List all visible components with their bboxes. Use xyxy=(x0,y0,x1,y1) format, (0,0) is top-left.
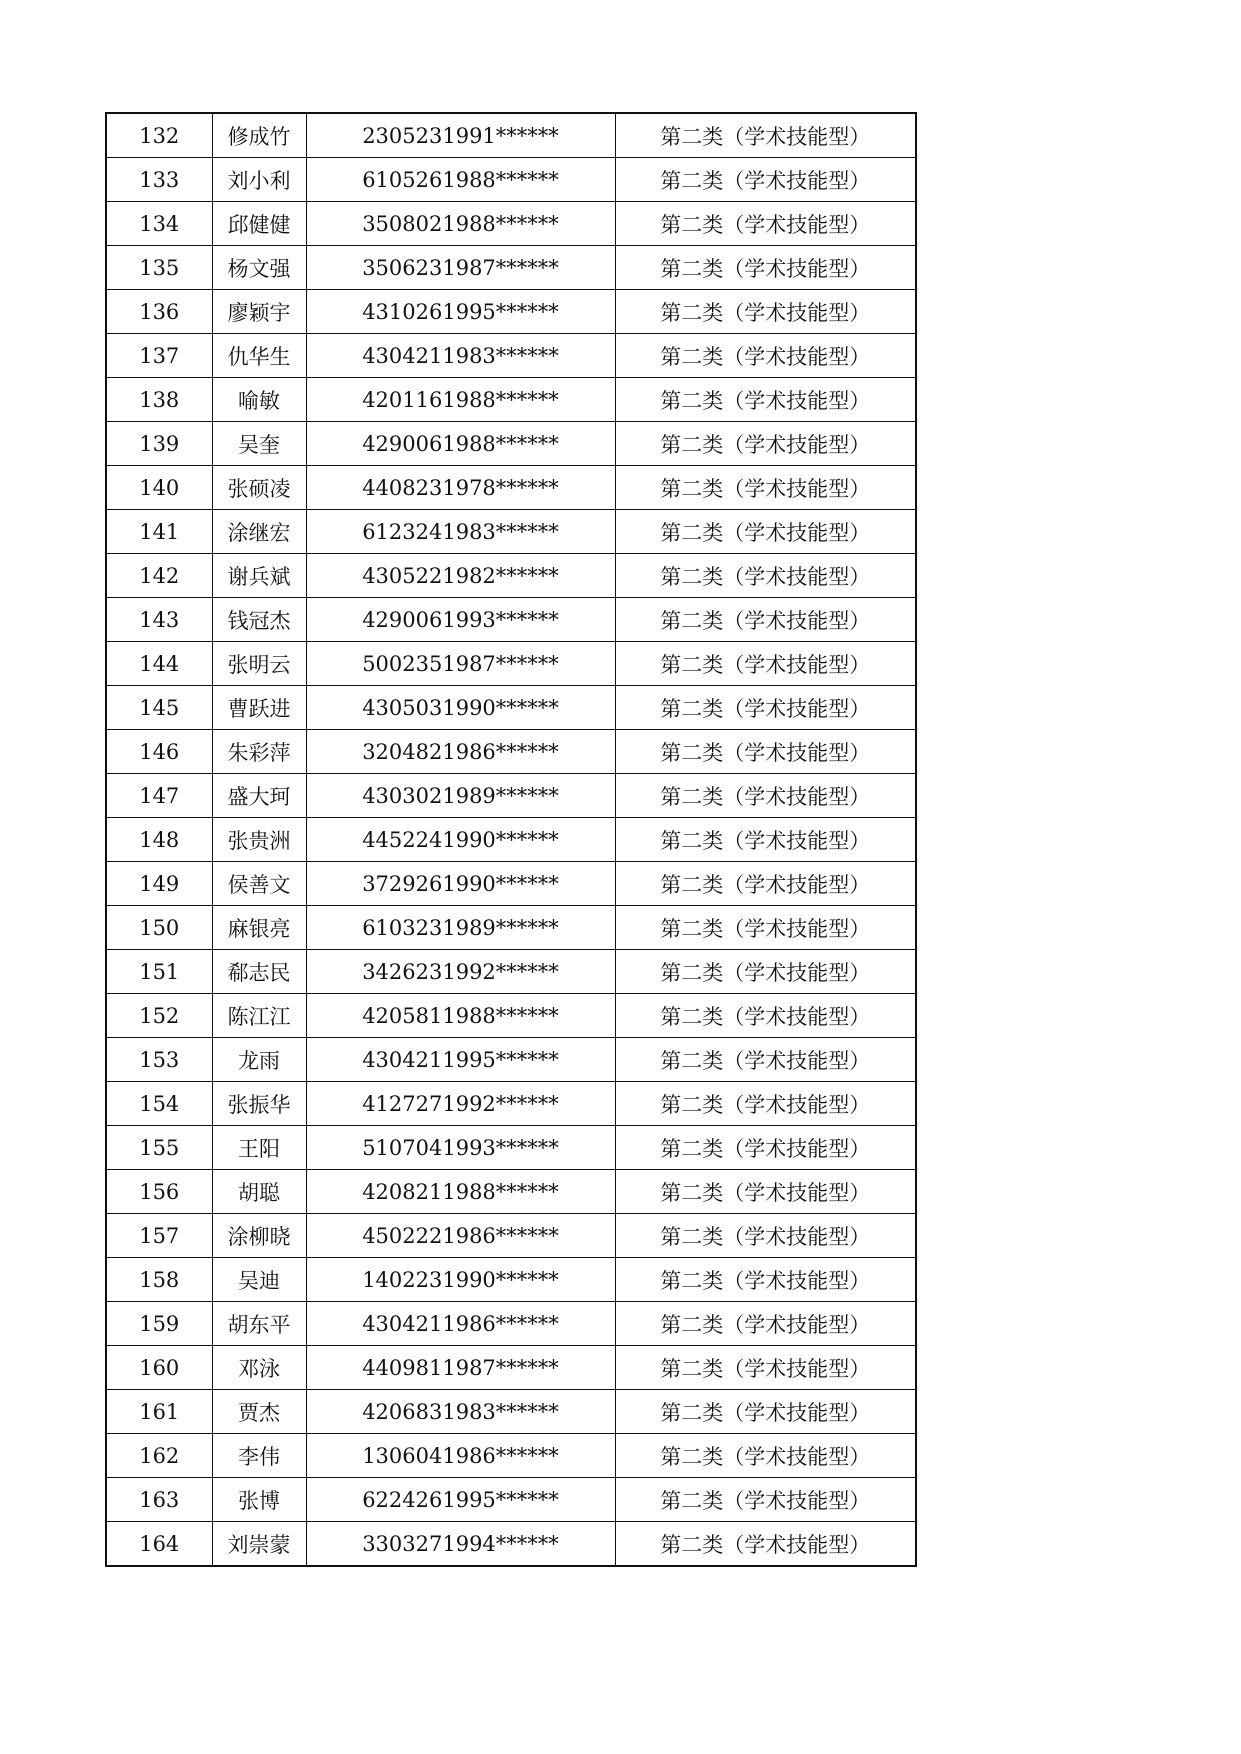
category-cell: 第二类（学术技能型） xyxy=(615,950,916,994)
id-number-cell: 4127271992****** xyxy=(306,1082,615,1126)
name-cell: 龙雨 xyxy=(212,1038,306,1082)
category-cell: 第二类（学术技能型） xyxy=(615,378,916,422)
row-number-cell: 156 xyxy=(106,1170,212,1214)
name-cell: 邱健健 xyxy=(212,202,306,246)
name-cell: 贾杰 xyxy=(212,1390,306,1434)
row-number-cell: 149 xyxy=(106,862,212,906)
category-cell: 第二类（学术技能型） xyxy=(615,642,916,686)
id-number-cell: 5107041993****** xyxy=(306,1126,615,1170)
id-number-cell: 3303271994****** xyxy=(306,1522,615,1567)
id-number-cell: 4452241990****** xyxy=(306,818,615,862)
row-number-cell: 157 xyxy=(106,1214,212,1258)
table-row xyxy=(106,1522,916,1567)
table-row xyxy=(106,906,916,950)
name-cell: 王阳 xyxy=(212,1126,306,1170)
category-cell: 第二类（学术技能型） xyxy=(615,1302,916,1346)
name-cell: 张博 xyxy=(212,1478,306,1522)
name-cell: 钱冠杰 xyxy=(212,598,306,642)
id-number-cell: 4305031990****** xyxy=(306,686,615,730)
name-cell: 修成竹 xyxy=(212,113,306,158)
id-number-cell: 4502221986****** xyxy=(306,1214,615,1258)
name-cell: 张硕凌 xyxy=(212,466,306,510)
id-number-cell: 6123241983****** xyxy=(306,510,615,554)
category-cell: 第二类（学术技能型） xyxy=(615,1214,916,1258)
row-number-cell: 146 xyxy=(106,730,212,774)
row-number-cell: 138 xyxy=(106,378,212,422)
id-number-cell: 4303021989****** xyxy=(306,774,615,818)
name-cell: 朱彩萍 xyxy=(212,730,306,774)
category-cell: 第二类（学术技能型） xyxy=(615,1346,916,1390)
id-number-cell: 6105261988****** xyxy=(306,158,615,202)
table-row xyxy=(106,1170,916,1214)
category-cell: 第二类（学术技能型） xyxy=(615,862,916,906)
category-cell: 第二类（学术技能型） xyxy=(615,113,916,158)
row-number-cell: 155 xyxy=(106,1126,212,1170)
name-cell: 喻敏 xyxy=(212,378,306,422)
row-number-cell: 134 xyxy=(106,202,212,246)
table-row xyxy=(106,1082,916,1126)
name-cell: 曹跃进 xyxy=(212,686,306,730)
table-row xyxy=(106,246,916,290)
category-cell: 第二类（学术技能型） xyxy=(615,1082,916,1126)
table-row xyxy=(106,113,916,158)
row-number-cell: 159 xyxy=(106,1302,212,1346)
row-number-cell: 144 xyxy=(106,642,212,686)
row-number-cell: 153 xyxy=(106,1038,212,1082)
id-number-cell: 4304211986****** xyxy=(306,1302,615,1346)
id-number-cell: 4304211995****** xyxy=(306,1038,615,1082)
id-number-cell: 3506231987****** xyxy=(306,246,615,290)
id-number-cell: 3729261990****** xyxy=(306,862,615,906)
row-number-cell: 139 xyxy=(106,422,212,466)
table-row xyxy=(106,1434,916,1478)
category-cell: 第二类（学术技能型） xyxy=(615,246,916,290)
table-row xyxy=(106,994,916,1038)
id-number-cell: 2305231991****** xyxy=(306,113,615,158)
name-cell: 张贵洲 xyxy=(212,818,306,862)
row-number-cell: 163 xyxy=(106,1478,212,1522)
row-number-cell: 161 xyxy=(106,1390,212,1434)
name-cell: 吴迪 xyxy=(212,1258,306,1302)
row-number-cell: 135 xyxy=(106,246,212,290)
table-row xyxy=(106,378,916,422)
table-row xyxy=(106,774,916,818)
id-number-cell: 4290061988****** xyxy=(306,422,615,466)
name-cell: 李伟 xyxy=(212,1434,306,1478)
category-cell: 第二类（学术技能型） xyxy=(615,598,916,642)
table-row xyxy=(106,334,916,378)
category-cell: 第二类（学术技能型） xyxy=(615,994,916,1038)
category-cell: 第二类（学术技能型） xyxy=(615,686,916,730)
category-cell: 第二类（学术技能型） xyxy=(615,1478,916,1522)
name-cell: 杨文强 xyxy=(212,246,306,290)
roster-table xyxy=(105,112,917,1567)
table-row xyxy=(106,642,916,686)
name-cell: 侯善文 xyxy=(212,862,306,906)
category-cell: 第二类（学术技能型） xyxy=(615,1522,916,1567)
category-cell: 第二类（学术技能型） xyxy=(615,510,916,554)
row-number-cell: 160 xyxy=(106,1346,212,1390)
row-number-cell: 140 xyxy=(106,466,212,510)
category-cell: 第二类（学术技能型） xyxy=(615,554,916,598)
row-number-cell: 164 xyxy=(106,1522,212,1567)
row-number-cell: 141 xyxy=(106,510,212,554)
name-cell: 仇华生 xyxy=(212,334,306,378)
table-row xyxy=(106,818,916,862)
table-row xyxy=(106,466,916,510)
table-row xyxy=(106,1478,916,1522)
table-row xyxy=(106,510,916,554)
category-cell: 第二类（学术技能型） xyxy=(615,290,916,334)
name-cell: 涂继宏 xyxy=(212,510,306,554)
id-number-cell: 3204821986****** xyxy=(306,730,615,774)
table-row xyxy=(106,862,916,906)
id-number-cell: 4310261995****** xyxy=(306,290,615,334)
name-cell: 麻银亮 xyxy=(212,906,306,950)
row-number-cell: 145 xyxy=(106,686,212,730)
category-cell: 第二类（学术技能型） xyxy=(615,818,916,862)
table-row xyxy=(106,1214,916,1258)
row-number-cell: 147 xyxy=(106,774,212,818)
table-row xyxy=(106,422,916,466)
roster-table-body xyxy=(106,113,916,1566)
id-number-cell: 6224261995****** xyxy=(306,1478,615,1522)
table-row xyxy=(106,554,916,598)
row-number-cell: 152 xyxy=(106,994,212,1038)
table-row xyxy=(106,730,916,774)
row-number-cell: 158 xyxy=(106,1258,212,1302)
id-number-cell: 4409811987****** xyxy=(306,1346,615,1390)
row-number-cell: 150 xyxy=(106,906,212,950)
id-number-cell: 4305221982****** xyxy=(306,554,615,598)
table-row xyxy=(106,158,916,202)
row-number-cell: 162 xyxy=(106,1434,212,1478)
category-cell: 第二类（学术技能型） xyxy=(615,422,916,466)
category-cell: 第二类（学术技能型） xyxy=(615,774,916,818)
id-number-cell: 6103231989****** xyxy=(306,906,615,950)
row-number-cell: 132 xyxy=(106,113,212,158)
category-cell: 第二类（学术技能型） xyxy=(615,1038,916,1082)
name-cell: 吴奎 xyxy=(212,422,306,466)
id-number-cell: 4290061993****** xyxy=(306,598,615,642)
row-number-cell: 154 xyxy=(106,1082,212,1126)
id-number-cell: 3508021988****** xyxy=(306,202,615,246)
name-cell: 张明云 xyxy=(212,642,306,686)
table-row xyxy=(106,1390,916,1434)
name-cell: 郗志民 xyxy=(212,950,306,994)
category-cell: 第二类（学术技能型） xyxy=(615,906,916,950)
category-cell: 第二类（学术技能型） xyxy=(615,158,916,202)
table-row xyxy=(106,686,916,730)
table-row xyxy=(106,1126,916,1170)
category-cell: 第二类（学术技能型） xyxy=(615,1390,916,1434)
category-cell: 第二类（学术技能型） xyxy=(615,466,916,510)
table-row xyxy=(106,1346,916,1390)
table-row xyxy=(106,950,916,994)
row-number-cell: 143 xyxy=(106,598,212,642)
category-cell: 第二类（学术技能型） xyxy=(615,202,916,246)
id-number-cell: 4208211988****** xyxy=(306,1170,615,1214)
id-number-cell: 4201161988****** xyxy=(306,378,615,422)
table-row xyxy=(106,1258,916,1302)
name-cell: 刘崇蒙 xyxy=(212,1522,306,1567)
category-cell: 第二类（学术技能型） xyxy=(615,1126,916,1170)
id-number-cell: 4304211983****** xyxy=(306,334,615,378)
name-cell: 廖颖宇 xyxy=(212,290,306,334)
row-number-cell: 136 xyxy=(106,290,212,334)
id-number-cell: 1306041986****** xyxy=(306,1434,615,1478)
row-number-cell: 148 xyxy=(106,818,212,862)
table-row xyxy=(106,290,916,334)
category-cell: 第二类（学术技能型） xyxy=(615,1258,916,1302)
table-row xyxy=(106,202,916,246)
id-number-cell: 3426231992****** xyxy=(306,950,615,994)
name-cell: 张振华 xyxy=(212,1082,306,1126)
name-cell: 胡聪 xyxy=(212,1170,306,1214)
category-cell: 第二类（学术技能型） xyxy=(615,1170,916,1214)
row-number-cell: 137 xyxy=(106,334,212,378)
row-number-cell: 142 xyxy=(106,554,212,598)
id-number-cell: 4408231978****** xyxy=(306,466,615,510)
table-row xyxy=(106,1038,916,1082)
id-number-cell: 4206831983****** xyxy=(306,1390,615,1434)
category-cell: 第二类（学术技能型） xyxy=(615,730,916,774)
id-number-cell: 1402231990****** xyxy=(306,1258,615,1302)
name-cell: 涂柳晓 xyxy=(212,1214,306,1258)
name-cell: 邓泳 xyxy=(212,1346,306,1390)
name-cell: 刘小利 xyxy=(212,158,306,202)
name-cell: 胡东平 xyxy=(212,1302,306,1346)
row-number-cell: 133 xyxy=(106,158,212,202)
name-cell: 陈江江 xyxy=(212,994,306,1038)
row-number-cell: 151 xyxy=(106,950,212,994)
name-cell: 盛大珂 xyxy=(212,774,306,818)
id-number-cell: 4205811988****** xyxy=(306,994,615,1038)
id-number-cell: 5002351987****** xyxy=(306,642,615,686)
name-cell: 谢兵斌 xyxy=(212,554,306,598)
table-row xyxy=(106,598,916,642)
category-cell: 第二类（学术技能型） xyxy=(615,334,916,378)
category-cell: 第二类（学术技能型） xyxy=(615,1434,916,1478)
table-row xyxy=(106,1302,916,1346)
